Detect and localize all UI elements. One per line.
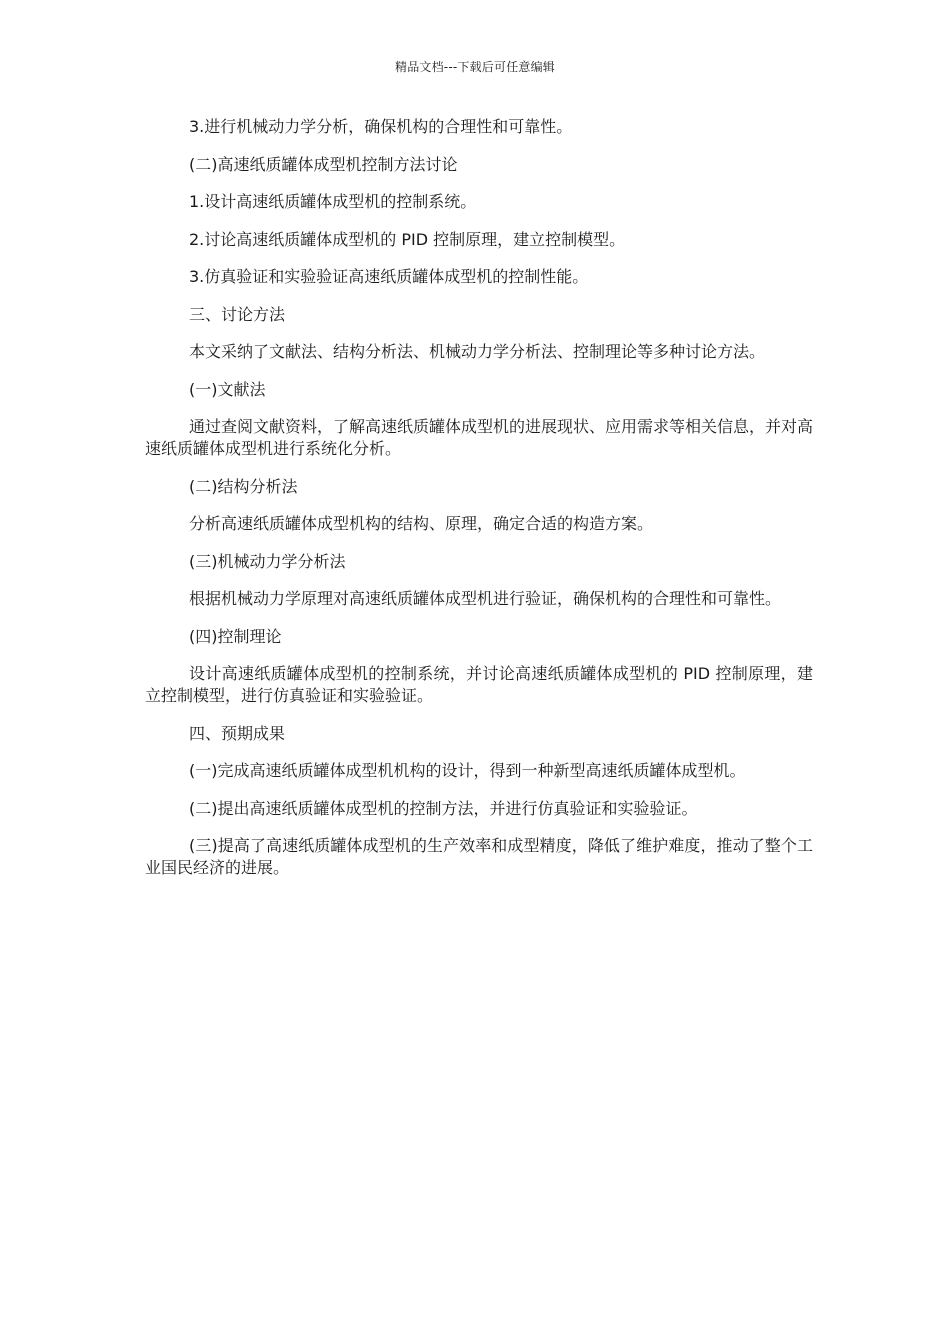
section-heading-control-method: (二)高速纸质罐体成型机控制方法讨论 [189,154,458,174]
subheading-literature-method: (一)文献法 [189,379,266,399]
subheading-structure-analysis: (二)结构分析法 [189,476,298,496]
paragraph-result-2: (二)提出高速纸质罐体成型机的控制方法，并进行仿真验证和实验验证。 [189,798,698,818]
document-body [145,116,813,895]
paragraph-method-item-3: 3.进行机械动力学分析，确保机构的合理性和可靠性。 [189,117,573,136]
section-heading-research-methods: 三、讨论方法 [189,304,286,324]
page-header: 精品文档---下载后可任意编辑 [395,60,555,74]
subheading-control-theory: (四)控制理论 [189,626,282,646]
paragraph-control-item-2: 2.讨论高速纸质罐体成型机的 PID 控制原理，建立控制模型。 [189,229,626,249]
section-heading-expected-results: 四、预期成果 [189,723,286,743]
paragraph-result-3: (三)提高了高速纸质罐体成型机的生产效率和成型精度，降低了维护难度，推动了整个工业国民经济的进展。 [145,836,813,877]
paragraph-control-item-1: 1.设计高速纸质罐体成型机的控制系统。 [189,192,477,211]
paragraph-control-theory: 设计高速纸质罐体成型机的控制系统，并讨论高速纸质罐体成型机的 PID 控制原理，建立控制模型，进行仿真验证和实验验证。 [145,664,813,705]
paragraph-control-item-3: 3.仿真验证和实验验证高速纸质罐体成型机的控制性能。 [189,267,589,286]
paragraph-dynamics-analysis: 根据机械动力学原理对高速纸质罐体成型机进行验证，确保机构的合理性和可靠性。 [189,589,782,608]
paragraph-result-1: (一)完成高速纸质罐体成型机机构的设计，得到一种新型高速纸质罐体成型机。 [189,761,746,780]
paragraph-literature-method: 通过查阅文献资料，了解高速纸质罐体成型机的进展现状、应用需求等相关信息，并对高速纸质罐体成型机进行系统化分析。 [145,417,814,458]
paragraph-methods-intro: 本文采纳了文献法、结构分析法、机械动力学分析法、控制理论等多种讨论方法。 [189,342,766,361]
paragraph-structure-analysis: 分析高速纸质罐体成型机构的结构、原理，确定合适的构造方案。 [189,514,654,533]
subheading-dynamics-analysis: (三)机械动力学分析法 [189,551,346,571]
